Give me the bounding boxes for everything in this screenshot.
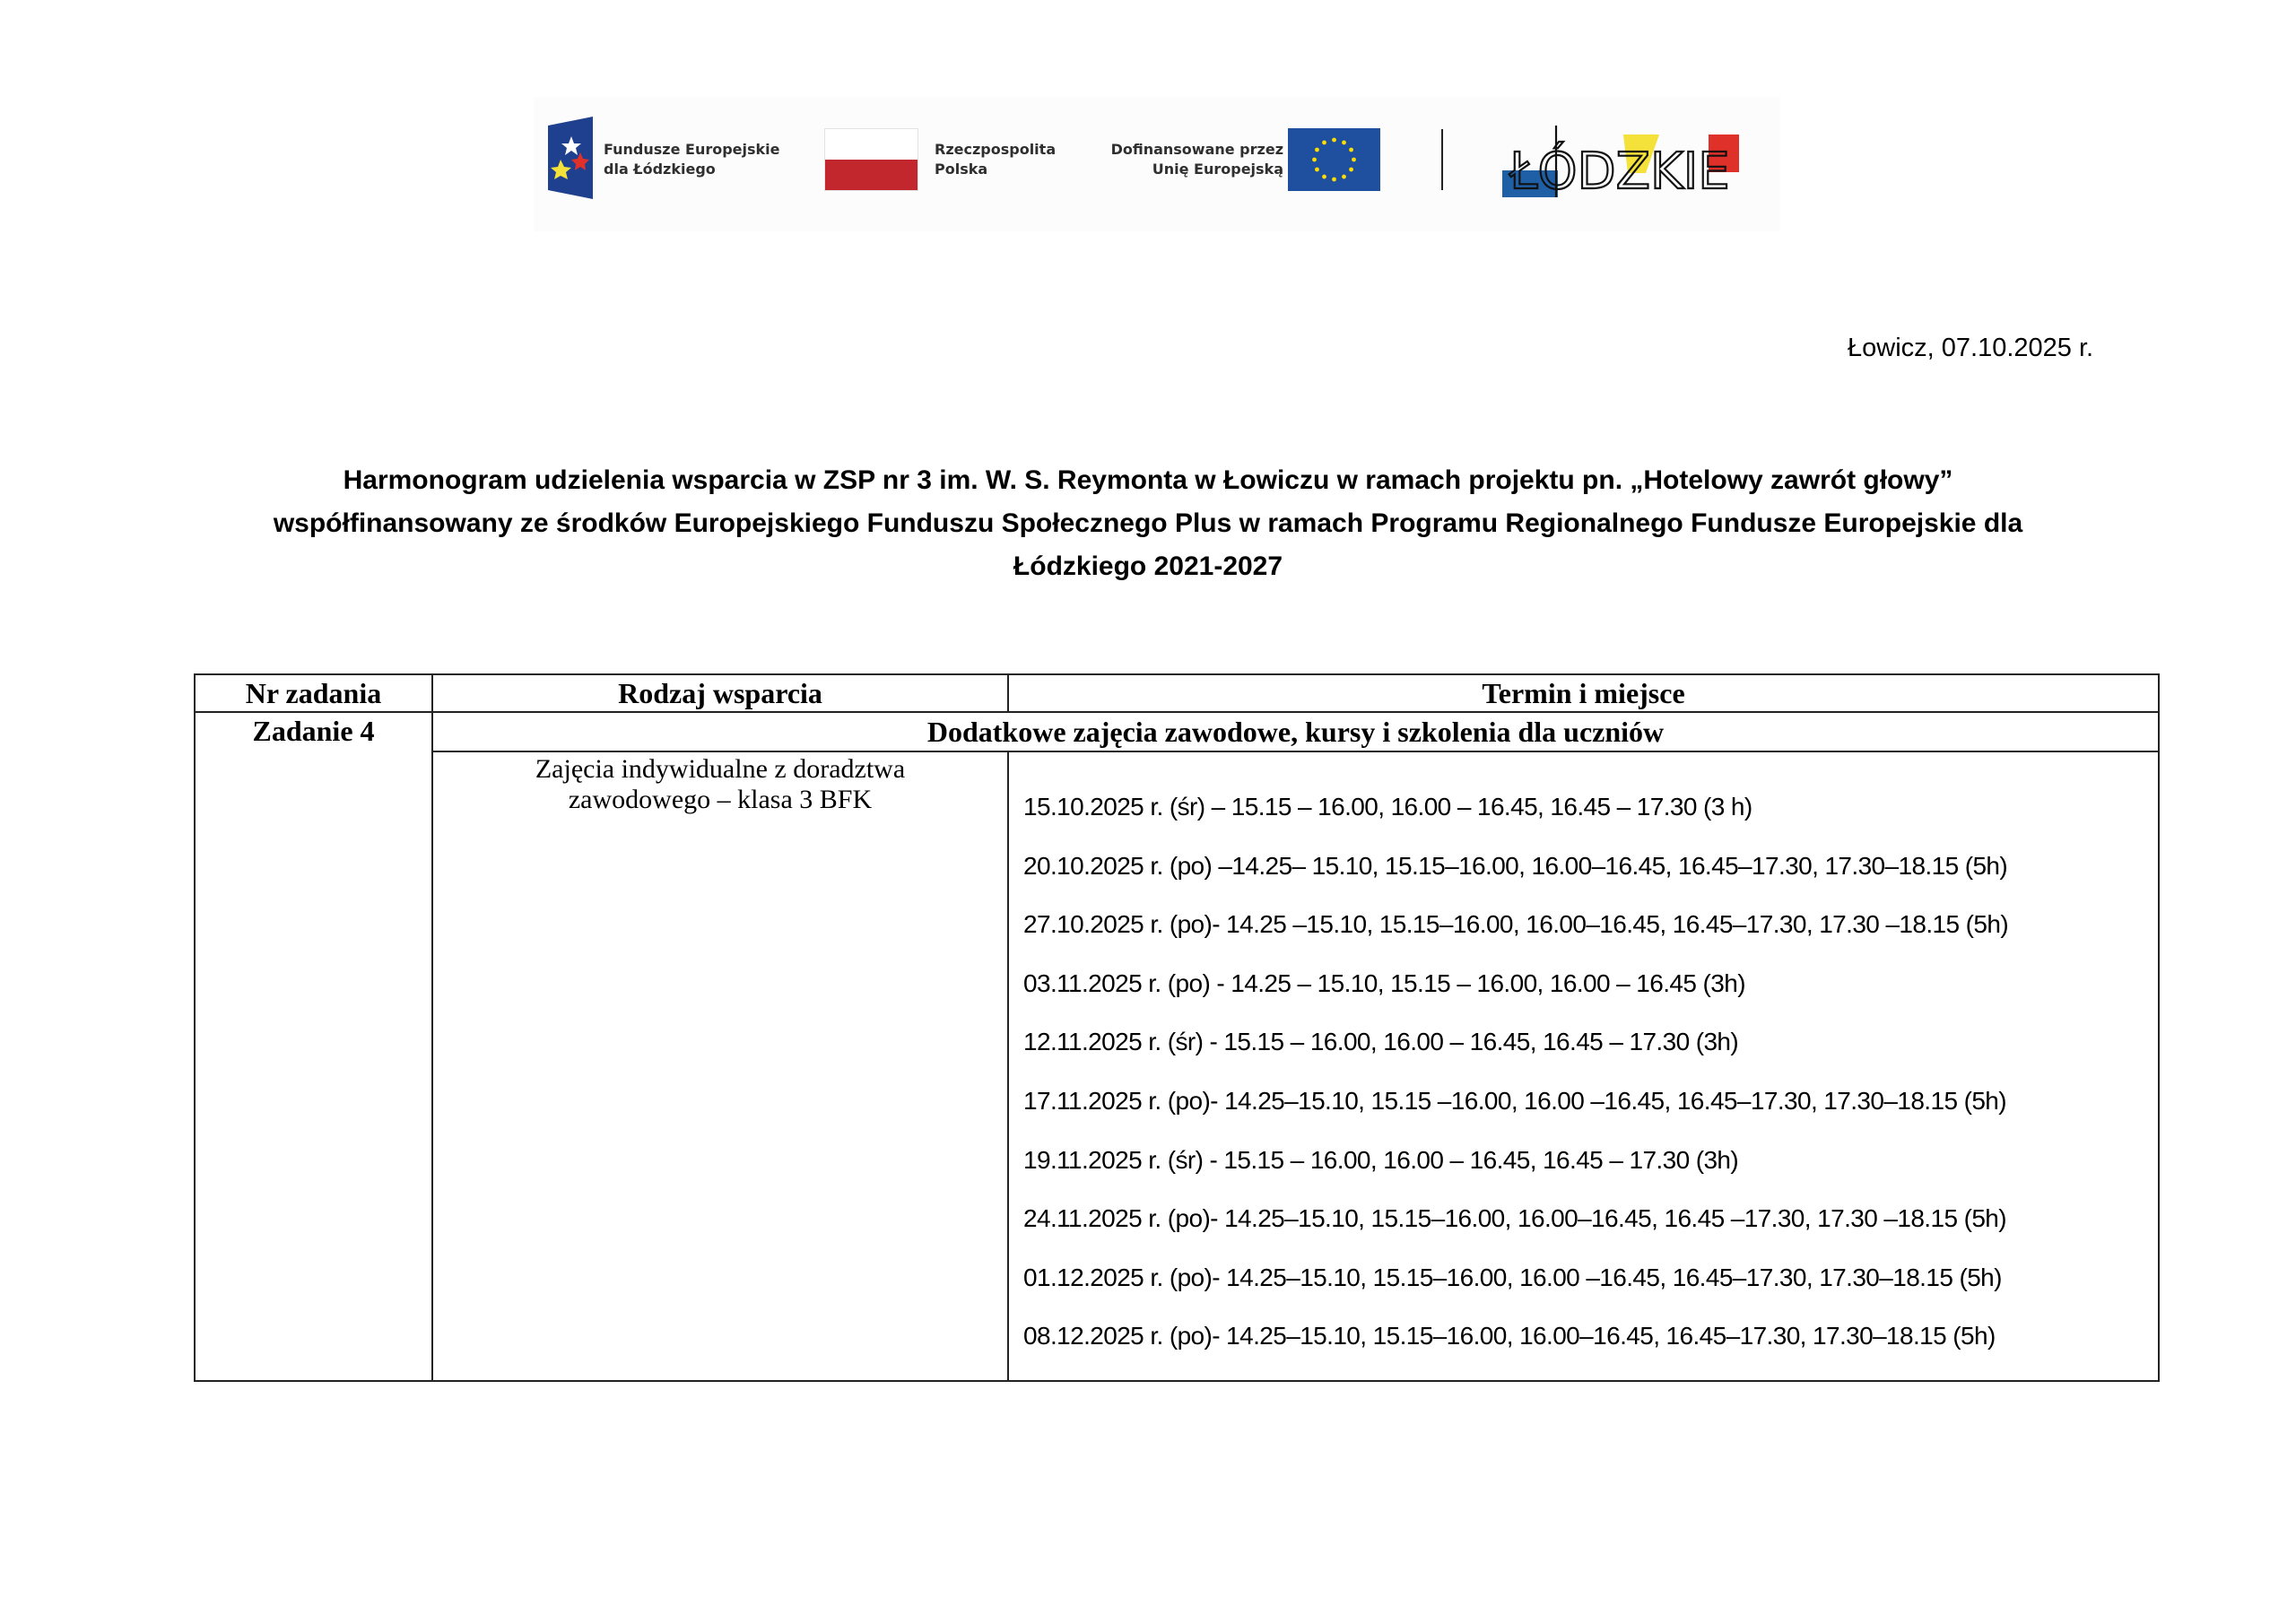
schedule-entry: 19.11.2025 r. (śr) - 15.15 – 16.00, 16.00 – 16.45, 16.45 – 17.30 (3h) bbox=[1023, 1145, 1739, 1174]
schedule-cell bbox=[1008, 751, 2159, 1381]
header-date-place: Termin i miejsce bbox=[1008, 674, 2159, 712]
header-task-number: Nr zadania bbox=[195, 674, 432, 712]
lodzkie-region-logo-icon bbox=[1502, 124, 1749, 204]
fe-text-line2: dla Łódzkiego bbox=[604, 161, 716, 178]
pl-text-line2: Polska bbox=[935, 161, 988, 178]
support-type-cell bbox=[432, 751, 1008, 1381]
eu-star-icon bbox=[1352, 158, 1356, 162]
schedule-entry: 27.10.2025 r. (po)- 14.25 –15.10, 15.15–16.00, 16.00–16.45, 16.45–17.30, 17.30 –18.15 (5h) bbox=[1023, 910, 2009, 939]
fe-logo-text bbox=[604, 140, 780, 179]
eu-star-icon bbox=[1349, 168, 1353, 172]
fundusze-europejskie-logo-icon bbox=[548, 117, 593, 199]
task-number-cell: Zadanie 4 bbox=[195, 712, 432, 1381]
schedule-entry: 15.10.2025 r. (śr) – 15.15 – 16.00, 16.00 – 16.45, 16.45 – 17.30 (3 h) bbox=[1023, 793, 1752, 821]
schedule-entry: 03.11.2025 r. (po) - 14.25 – 15.10, 15.15 – 16.00, 16.00 – 16.45 (3h) bbox=[1023, 968, 1745, 997]
eu-text-line2: Unię Europejską bbox=[1152, 161, 1283, 178]
schedule-entry: 24.11.2025 r. (po)- 14.25–15.10, 15.15–16.00, 16.00–16.45, 16.45 –17.30, 17.30 –18.15 (5h) bbox=[1023, 1204, 2006, 1233]
schedule-list bbox=[1009, 752, 2158, 1380]
pl-text-line1: Rzeczpospolita bbox=[935, 141, 1057, 158]
table-row bbox=[195, 751, 2159, 1381]
lodzkie-logo-text: ŁÓDZKIE bbox=[1509, 143, 1730, 201]
task-title-row bbox=[195, 712, 2159, 751]
eu-text-line1: Dofinansowane przez bbox=[1110, 141, 1283, 158]
schedule-entry: 01.12.2025 r. (po)- 14.25–15.10, 15.15–16.00, 16.00 –16.45, 16.45–17.30, 17.30–18.15 (5h) bbox=[1023, 1263, 2002, 1291]
task-title-cell: Dodatkowe zajęcia zawodowe, kursy i szkolenia dla uczniów bbox=[432, 712, 2159, 751]
header-support-type: Rodzaj wsparcia bbox=[432, 674, 1008, 712]
support-type-line1: Zajęcia indywidualne z doradztwa bbox=[535, 754, 906, 784]
fe-text-line1: Fundusze Europejskie bbox=[604, 141, 780, 158]
eu-logo-text bbox=[1088, 140, 1283, 179]
title-line-3: Łódzkiego 2021-2027 bbox=[1013, 551, 1283, 581]
poland-flag-icon bbox=[824, 128, 918, 191]
schedule-entry: 12.11.2025 r. (śr) - 15.15 – 16.00, 16.00 – 16.45, 16.45 – 17.30 (3h) bbox=[1023, 1028, 1739, 1056]
eu-star-icon bbox=[1332, 178, 1336, 182]
place-and-date: Łowicz, 07.10.2025 r. bbox=[1848, 334, 2094, 362]
eu-star-icon bbox=[1315, 148, 1319, 152]
eu-star-icon bbox=[1349, 148, 1353, 152]
eu-star-icon bbox=[1312, 158, 1317, 162]
pl-logo-text bbox=[935, 140, 1056, 179]
eu-star-icon bbox=[1332, 138, 1336, 143]
title-line-1: Harmonogram udzielenia wsparcia w ZSP nr 3 im. W. S. Reymonta w Łowiczu w ramach projektu pn. „Hotelowy zawrót głowy” bbox=[343, 465, 1953, 495]
eu-star-icon bbox=[1322, 141, 1326, 145]
schedule-entry: 08.12.2025 r. (po)- 14.25–15.10, 15.15–16.00, 16.00–16.45, 16.45–17.30, 17.30–18.15 (5h) bbox=[1023, 1322, 1996, 1350]
support-type-line2: zawodowego – klasa 3 BFK bbox=[568, 785, 873, 814]
schedule-table bbox=[194, 673, 2160, 1382]
eu-star-icon bbox=[1342, 141, 1346, 145]
schedule-entry: 20.10.2025 r. (po) –14.25– 15.10, 15.15–16.00, 16.00–16.45, 16.45–17.30, 17.30–18.15 (5h) bbox=[1023, 851, 2008, 880]
schedule-entry: 17.11.2025 r. (po)- 14.25–15.10, 15.15 –16.00, 16.00 –16.45, 16.45–17.30, 17.30–18.15 (5h) bbox=[1023, 1086, 2006, 1115]
logo-separator bbox=[1441, 129, 1443, 190]
table-header-row bbox=[195, 674, 2159, 712]
eu-star-icon bbox=[1342, 175, 1346, 179]
title-line-2: współfinansowany ze środków Europejskiego Funduszu Społecznego Plus w ramach Programu Regionalnego Fundusze Europejskie dla bbox=[273, 508, 2023, 538]
eu-star-icon bbox=[1315, 168, 1319, 172]
document-title bbox=[179, 459, 2117, 588]
funding-logos-strip bbox=[534, 97, 1780, 231]
eu-flag-icon bbox=[1288, 128, 1380, 191]
eu-star-icon bbox=[1322, 175, 1326, 179]
